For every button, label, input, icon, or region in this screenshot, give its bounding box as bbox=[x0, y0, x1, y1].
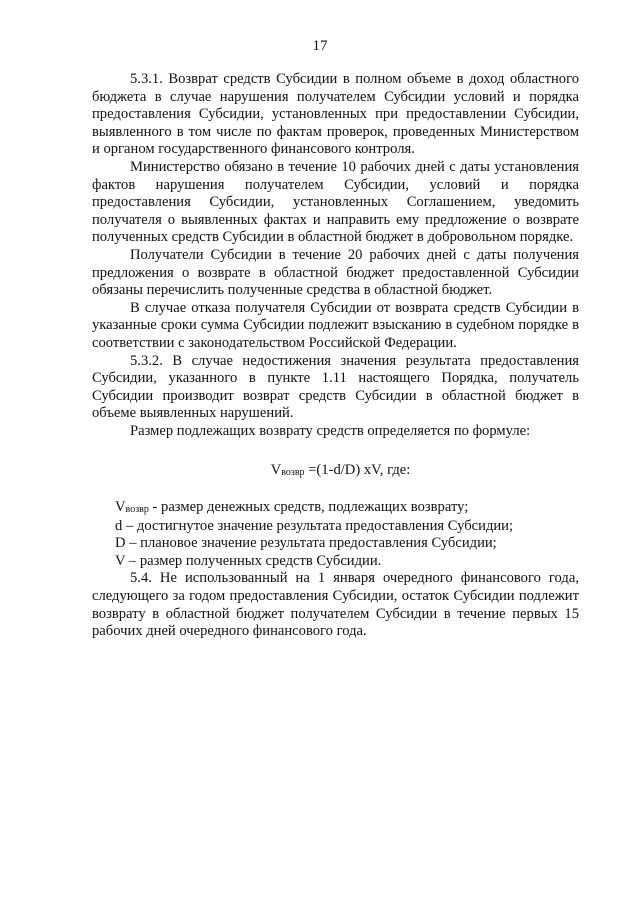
document-body bbox=[92, 71, 579, 641]
paragraph-refusal: В случае отказа получателя Субсидии от возврата средств Субсидии в указанные сроки сумма Субсидии подлежит взысканию в судебном порядке в соответствии с законодательством Российской Федерации. bbox=[92, 299, 579, 351]
paragraph-5-3-2: 5.3.2. В случае недостижения значения результата предоставления Субсидии, указанного в пункте 1.11 настоящего Порядка, получатель Субсидии производит возврат средств Субсидии в областной бюджет в объеме выявленных нарушений. bbox=[92, 352, 579, 422]
definition-text: - размер денежных средств, подлежащих возврату; bbox=[148, 499, 469, 516]
paragraph-5-4: 5.4. Не использованный на 1 января очередного финансового года, следующего за годом предоставления Субсидии, остаток Субсидии подлежит возврату в областной бюджет получателем Субсидии в течение первых 15 рабочих дней очередного финансового года. bbox=[92, 570, 579, 640]
definition-variable: d bbox=[115, 517, 123, 534]
definition-d-planned bbox=[92, 535, 579, 553]
return-formula bbox=[102, 462, 579, 481]
formula-variable: V bbox=[270, 462, 282, 479]
definition-text: – достигнутое значение результата предоставления Субсидии; bbox=[122, 517, 514, 534]
definition-text: – размер полученных средств Субсидии. bbox=[125, 552, 382, 569]
definition-variable: V bbox=[115, 499, 126, 516]
paragraph-ministry-obligation: Министерство обязано в течение 10 рабочих дней с даты установления фактов нарушения получателем Субсидии, условий и порядка предоставления Субсидии, установленных Соглашением, уведомить получателя о выявленных фактах и направить ему предложение о возврате полученных средств Субсидии в областной бюджет в добровольном порядке. bbox=[92, 158, 579, 246]
formula-subscript: возвр bbox=[281, 467, 305, 479]
definition-d-achieved bbox=[92, 518, 579, 536]
definition-v-return bbox=[92, 499, 579, 518]
paragraph-recipient-return: Получатели Субсидии в течение 20 рабочих дней с даты получения предложения о возврате в областной бюджет предоставленной Субсидии обязаны перечислить полученные средства в областной бюджет. bbox=[92, 246, 579, 299]
definition-variable: D bbox=[115, 535, 126, 552]
paragraph-5-3-1: 5.3.1. Возврат средств Субсидии в полном объеме в доход областного бюджета в случае нарушения получателем Субсидии условий и порядка предоставления Субсидии, установленных при предоставлении Субсидии, выявленного в том числе по фактам проверок, проведенных Министерством и органом государственного финансового контроля. bbox=[92, 71, 579, 158]
definition-subscript: возвр bbox=[125, 504, 149, 516]
paragraph-formula-intro: Размер подлежащих возврату средств определяется по формуле: bbox=[130, 422, 531, 439]
definition-variable: V bbox=[115, 552, 126, 569]
definition-text: – плановое значение результата предоставления Субсидии; bbox=[125, 535, 497, 552]
definition-v-received bbox=[92, 553, 579, 571]
page-number: 17 bbox=[312, 38, 328, 54]
formula-expression: =(1-d/D) xV, где: bbox=[304, 462, 411, 479]
